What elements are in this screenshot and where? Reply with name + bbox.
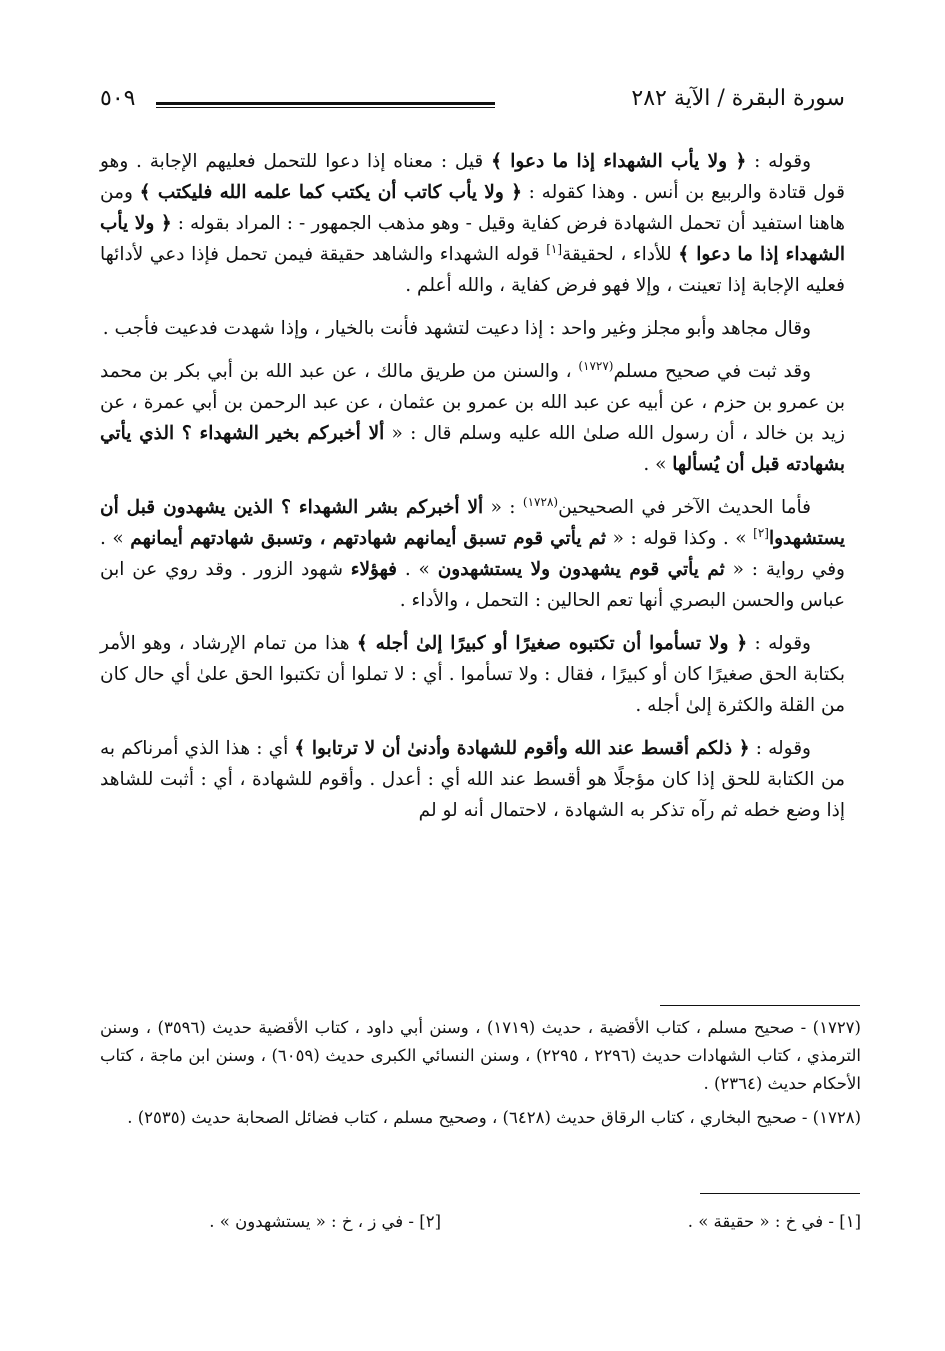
- quoted-text: ﴿ ولا تسأموا أن تكتبوه صغيرًا أو كبيرًا إلىٰ أجله ﴾: [356, 633, 748, 654]
- text-run: » .: [643, 454, 673, 475]
- page-number: ٥٠٩: [100, 86, 136, 111]
- footnote-ref: (١٧٢٧): [578, 358, 614, 373]
- quoted-text: ثم يأتي قوم تسبق أيمانهم شهادتهم ، وتسبق شهادتهم أيمانهم: [130, 528, 607, 549]
- text-run: وقوله :: [747, 633, 811, 654]
- quoted-text: ﴿ ذلكم أقسط عند الله وأقوم للشهادة وأدنىٰ أن لا ترتابوا ﴾: [294, 738, 750, 759]
- footnotes: [100, 1014, 861, 1138]
- header-rule-thin: [156, 107, 495, 108]
- paragraph: [100, 733, 845, 826]
- text-run: : «: [483, 497, 523, 518]
- variant-note-1: [١] - في خ : « حقيقة » .: [687, 1212, 861, 1231]
- paragraph: [100, 628, 845, 721]
- text-run: ومن هاهنا استفيد أن تحمل الشهادة فرض كفاية وقيل - وهو مذهب الجمهور - : المراد بقوله :: [100, 182, 845, 234]
- text-run: » . وكذا قوله : «: [606, 528, 754, 549]
- text-run: هذا من تمام الإرشاد ، وهو الأمر بكتابة الحق صغيرًا كان أو كبيرًا ، فقال : ولا تسأموا . أي : لا تملوا أن تكتبوا الحق علىٰ أي حال كان من القلة والكثرة إلىٰ أجله .: [100, 633, 845, 716]
- text-run: » . وفي رواية : «: [100, 528, 845, 580]
- text-run: » .: [396, 559, 438, 580]
- text-run: وقوله :: [746, 151, 811, 172]
- paragraph: [100, 313, 845, 344]
- quoted-text: ألا أخبركم بخير الشهداء ؟ الذي يأتي بشهادته قبل أن يُسألها: [100, 423, 845, 475]
- paragraph: [100, 146, 845, 301]
- text-run: أي : هذا الذي أمرناكم به من الكتابة للحق إذا كان مؤجلًا هو أقسط عند الله أي : أعدل . وأقوم للشهادة ، أي : أثبت للشاهد إذا وضع خطه ثم رآه تذكر به الشهادة ، لاحتمال أنه لو لم: [100, 738, 845, 821]
- text-run: قوله الشهداء والشاهد حقيقة فيمن تحمل فإذا دعي لأدائها فعليه الإجابة إذا تعينت ، وإلا فهو فرض كفاية ، والله أعلم .: [100, 244, 845, 296]
- main-text: [100, 146, 845, 838]
- footnote-1728: (١٧٢٨) - صحيح البخاري ، كتاب الرقاق حديث (٦٤٢٨) ، وصحيح مسلم ، كتاب فضائل الصحابة حديث (٢٥٣٥) .: [127, 1108, 861, 1127]
- footnote-ref: (١٧٢٨): [522, 494, 559, 509]
- running-header: [100, 78, 845, 118]
- quoted-text: ﴿ ولا يأب كاتب أن يكتب كما علمه الله فليكتب ﴾: [139, 182, 522, 203]
- chapter-title: سورة البقرة / الآية ٢٨٢: [631, 86, 845, 111]
- paragraph: [100, 356, 845, 480]
- text-run: للأداء ، لحقيقة: [562, 244, 679, 265]
- text-run: ، والسنن من طريق مالك ، عن عبد الله بن أبي بكر بن محمد بن عمرو بن حزم ، عن أبيه عن عبد الله بن عمرو بن عثمان ، عن عبد الرحمن بن أبي عمرة ، عن زيد بن خالد ، أن رسول الله صلىٰ الله عليه وسلم قال : «: [100, 361, 845, 444]
- text-run: قيل : معناه إذا دعوا للتحمل فعليهم الإجابة . وهو قول قتادة والربيع بن أنس . وهذا كقوله :: [100, 151, 846, 203]
- quoted-text: ألا أخبركم بشر الشهداء ؟ الذين يشهدون قبل أن يستشهدوا: [100, 497, 846, 549]
- footnote-ref: [٢]: [753, 525, 769, 540]
- text-run: وقد ثبت في صحيح مسلم: [613, 361, 811, 382]
- footnote-ref: [١]: [546, 241, 563, 256]
- quoted-text: ﴿ ولا يأب الشهداء إذا ما دعوا ﴾: [100, 213, 845, 265]
- footnote-1727: (١٧٢٧) - صحيح مسلم ، كتاب الأقضية ، حديث (١٧١٩) ، وسنن أبي داود ، كتاب الأقضية حديث (٣٥٩٦) ، وسنن الترمذي ، كتاب الشهادات حديث (٢٢٩٦ ، ٢٢٩٥) ، وسنن النسائي الكبرى حديث (٦٠٥٩) ، وسنن ابن ماجة ، كتاب الأحكام حديث (٢٣٦٤) .: [100, 1018, 861, 1093]
- header-rule: [156, 102, 495, 105]
- paragraph: [100, 492, 845, 616]
- quoted-text: فهؤلاء: [350, 559, 397, 580]
- variant-note-2: [٢] - في ز ، خ : « يستشهدون » .: [209, 1212, 441, 1231]
- text-run: وقوله :: [749, 738, 811, 759]
- footnote-separator: [660, 1005, 860, 1006]
- text-run: شهود الزور . وقد روي عن ابن عباس والحسن البصري أنها تعم الحالين : التحمل ، والأداء .: [100, 559, 845, 611]
- variants-separator: [700, 1193, 860, 1194]
- text-run: فأما الحديث الآخر في الصحيحين: [558, 497, 811, 518]
- quoted-text: ثم يأتي قوم يشهدون ولا يستشهدون: [437, 559, 725, 580]
- quoted-text: ﴿ ولا يأب الشهداء إذا ما دعوا ﴾: [491, 151, 747, 172]
- text-run: وقال مجاهد وأبو مجلز وغير واحد : إذا دعيت لتشهد فأنت بالخيار ، وإذا شهدت فدعيت فأجب .: [102, 318, 811, 339]
